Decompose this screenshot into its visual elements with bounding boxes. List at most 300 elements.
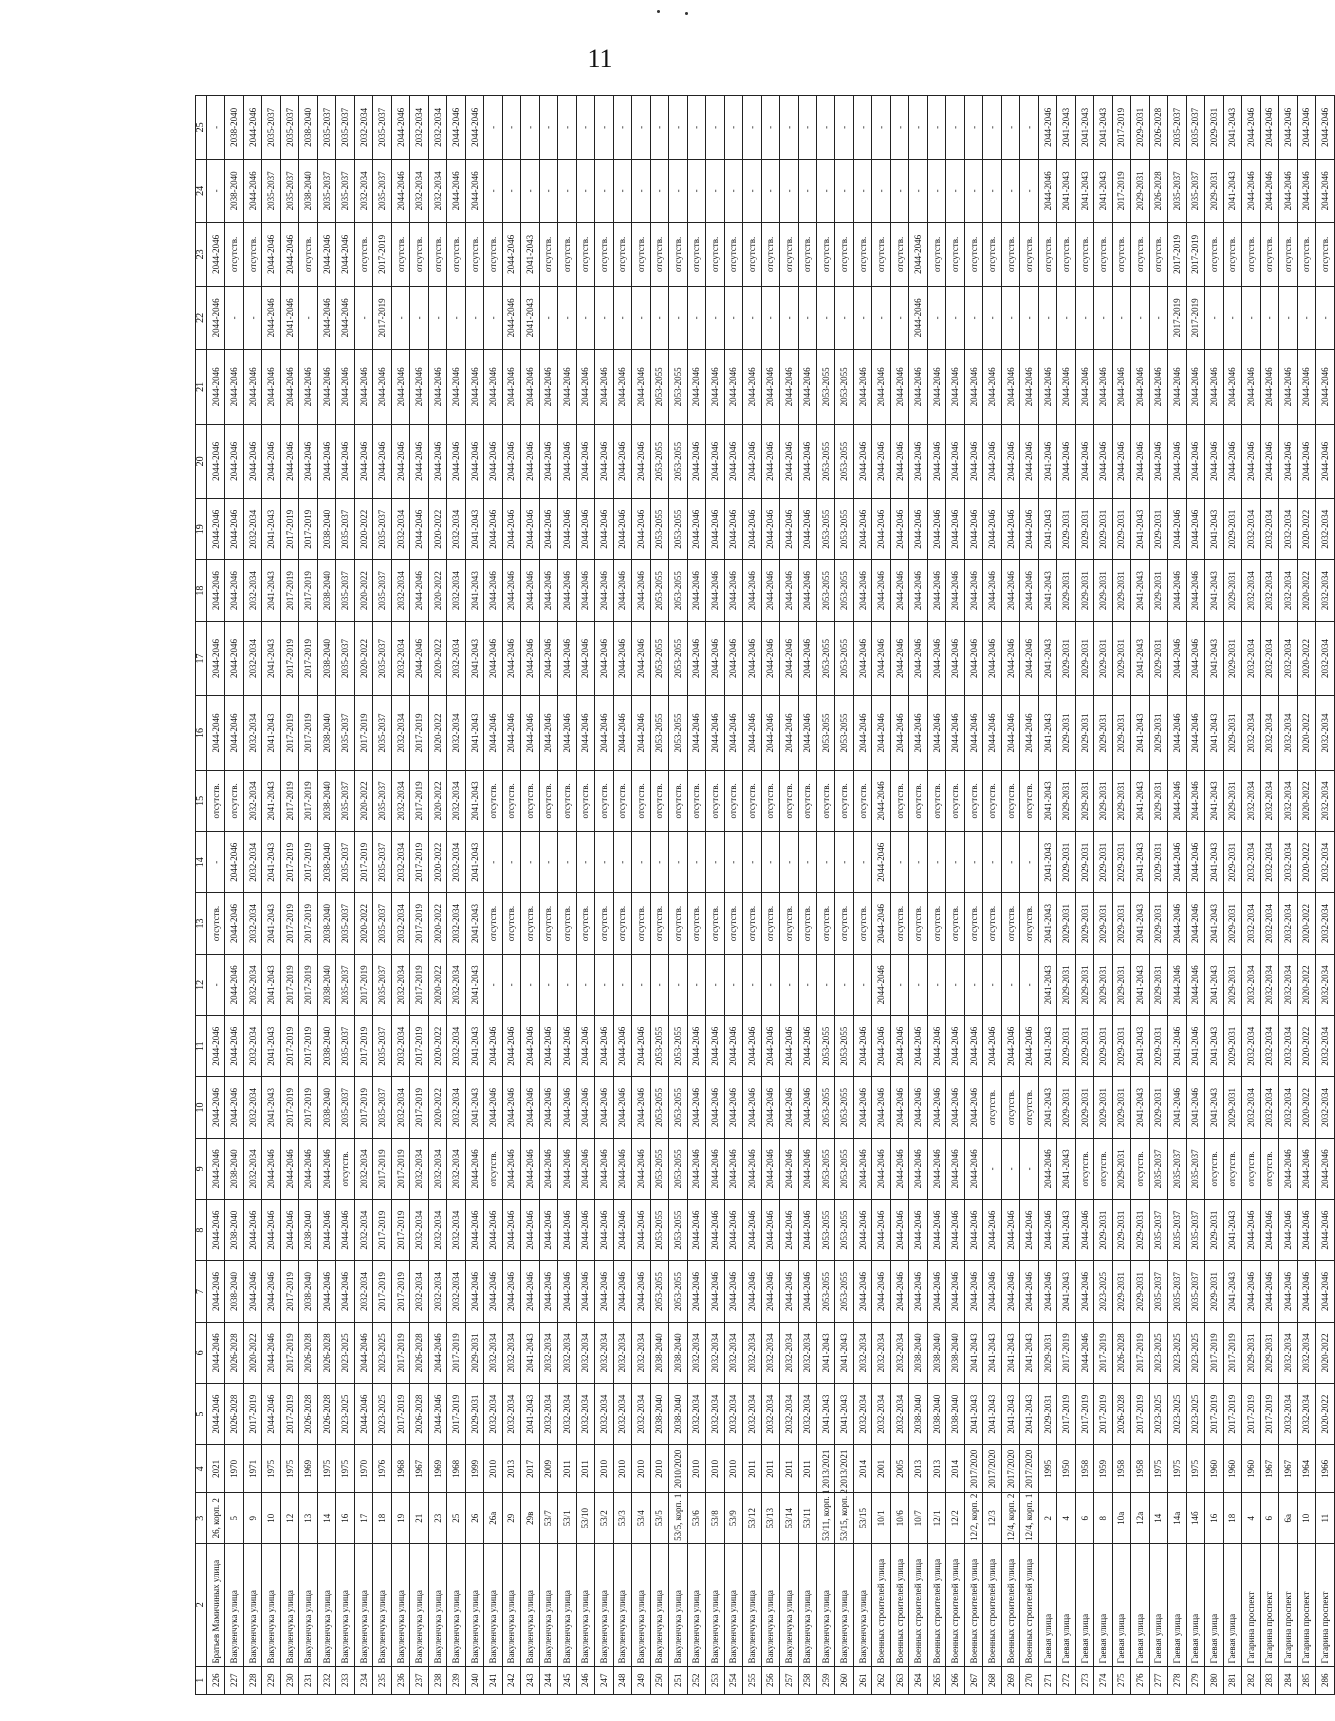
table-cell: 10/1 [872, 1493, 890, 1543]
table-cell: 2017-2019 [354, 696, 372, 770]
table-cell: 2044-2046 [1001, 621, 1019, 695]
table-cell: - [798, 832, 816, 893]
table-cell: 2044-2046 [280, 424, 298, 498]
table-cell: - [964, 286, 982, 350]
table-row [1001, 96, 1019, 1695]
table-cell: 2038-2040 [317, 1016, 335, 1077]
table-cell: 2041-2043 [1057, 1200, 1075, 1261]
table-cell: 2020-2022 [428, 621, 446, 695]
table-cell: 2032-2034 [539, 1322, 557, 1383]
table-cell: 2026-2028 [225, 1322, 243, 1383]
table-cell: 2026-2028 [1149, 96, 1167, 160]
table-cell: - [927, 159, 945, 223]
column-header: 8 [196, 1200, 207, 1261]
table-cell: 53/14 [780, 1493, 798, 1543]
table-cell: 2044-2046 [798, 560, 816, 621]
table-cell: 2032-2034 [428, 1200, 446, 1261]
table-header-row [196, 96, 207, 1695]
table-cell: 2041-2046 [1186, 1077, 1204, 1138]
table-cell: 2029-2031 [1075, 1077, 1093, 1138]
table-row [299, 96, 317, 1695]
table-cell: 2044-2046 [1279, 350, 1297, 424]
table-cell: Вакуленчука улица [502, 1543, 520, 1666]
table-cell: 2044-2046 [558, 1077, 576, 1138]
table-cell: 2017-2019 [1260, 1383, 1278, 1444]
table-cell: 2020-2022 [428, 1077, 446, 1138]
table-cell: 53/7 [539, 1493, 557, 1543]
table-cell: 2035-2037 [336, 1077, 354, 1138]
table-cell: 2044-2046 [743, 424, 761, 498]
table-cell: 2020-2022 [354, 893, 372, 954]
table-cell: 2041-2046 [1186, 1016, 1204, 1077]
table-cell: 2023-2025 [1094, 1261, 1112, 1322]
table-cell: 2044-2046 [761, 1016, 779, 1077]
table-cell: 2044-2046 [595, 1016, 613, 1077]
table-cell: 2044-2046 [1131, 350, 1149, 424]
table-cell: 17 [354, 1493, 372, 1543]
table-cell: 264 [909, 1666, 927, 1694]
table-cell: 2044-2046 [243, 350, 261, 424]
table-cell: 2044-2046 [1020, 499, 1038, 560]
table-cell: - [761, 954, 779, 1015]
table-cell: 2044-2046 [909, 286, 927, 350]
table-cell: 2032-2034 [576, 1383, 594, 1444]
table-cell: - [706, 286, 724, 350]
table-cell: 2035-2037 [317, 159, 335, 223]
table-cell: 2044-2046 [1223, 350, 1241, 424]
table-cell: 2041-2043 [1038, 832, 1056, 893]
table-cell: 1975 [1186, 1445, 1204, 1493]
table-cell: 2038-2040 [927, 1322, 945, 1383]
table-cell: Военных строителей улица [1001, 1543, 1019, 1666]
table-cell: - [706, 832, 724, 893]
table-cell: Вакуленчука улица [243, 1543, 261, 1666]
table-cell: Вакуленчука улица [558, 1543, 576, 1666]
table-cell: 2041-2043 [1038, 1016, 1056, 1077]
table-cell: 2029-2031 [1057, 621, 1075, 695]
table-cell: - [706, 96, 724, 160]
table-cell: 2032-2034 [354, 159, 372, 223]
table-cell: - [687, 286, 705, 350]
table-cell: 2044-2046 [502, 1261, 520, 1322]
table-cell: 2029-2031 [1149, 560, 1167, 621]
table-cell: 2026-2028 [299, 1383, 317, 1444]
table-cell: 2017-2019 [299, 832, 317, 893]
table-cell: 2044-2046 [983, 1016, 1001, 1077]
table-cell: 2035-2037 [373, 770, 391, 831]
table-cell: - [780, 832, 798, 893]
table-cell: 271 [1038, 1666, 1056, 1694]
table-cell: 252 [687, 1666, 705, 1694]
table-cell: - [1094, 286, 1112, 350]
table-cell: 2023-2025 [1168, 1322, 1186, 1383]
table-cell: 2041-2043 [1131, 499, 1149, 560]
table-cell: 2017/2020 [1001, 1445, 1019, 1493]
table-cell: 2035-2037 [262, 96, 280, 160]
table-cell: 2044-2046 [1001, 1261, 1019, 1322]
table-cell: 2029-2031 [1075, 832, 1093, 893]
table-cell: 2044-2046 [1168, 621, 1186, 695]
table-cell: 2044-2046 [983, 424, 1001, 498]
table-cell: 2038-2040 [669, 1322, 687, 1383]
table-cell: Гаевая улица [1149, 1543, 1167, 1666]
table-cell: 2041-2043 [1038, 499, 1056, 560]
table-cell: Братьев Мамичиных улица [207, 1543, 225, 1666]
table-cell: 2044-2046 [410, 621, 428, 695]
table-cell: 1967 [1279, 1445, 1297, 1493]
table-cell: Вакуленчука улица [280, 1543, 298, 1666]
table-cell: 2032-2034 [391, 621, 409, 695]
table-cell: 2041-2043 [835, 1383, 853, 1444]
table-cell: 2044-2046 [724, 499, 742, 560]
table-row [447, 96, 465, 1695]
table-cell: отсутств. [835, 893, 853, 954]
table-cell: 2035-2037 [373, 621, 391, 695]
table-cell: 2044-2046 [207, 223, 225, 287]
table-cell: 2032-2034 [1297, 1322, 1315, 1383]
table-cell: 2038-2040 [317, 954, 335, 1015]
table-cell: 2017-2019 [1205, 1322, 1223, 1383]
table-cell: 243 [521, 1666, 539, 1694]
table-row [1094, 96, 1112, 1695]
table-cell: 2 [1038, 1493, 1056, 1543]
table-cell: 2044-2046 [890, 560, 908, 621]
column-header: 1 [196, 1666, 207, 1694]
table-cell: Вакуленчука улица [706, 1543, 724, 1666]
table-cell: 2044-2046 [1020, 560, 1038, 621]
table-cell: отсутств. [1131, 1138, 1149, 1199]
table-cell: 2041-2043 [465, 770, 483, 831]
table-cell: 2032-2034 [632, 1322, 650, 1383]
table-cell: 266 [946, 1666, 964, 1694]
table-cell: Вакуленчука улица [650, 1543, 668, 1666]
table-cell: 2041-2043 [1205, 1016, 1223, 1077]
table-cell: 2038-2040 [299, 96, 317, 160]
table-cell: 2020-2022 [243, 1322, 261, 1383]
table-cell: 2044-2046 [1316, 1261, 1335, 1322]
table-cell: - [595, 159, 613, 223]
table-cell: Вакуленчука улица [336, 1543, 354, 1666]
table-cell: отсутств. [650, 223, 668, 287]
table-cell: 2020-2022 [354, 560, 372, 621]
table-cell: 2011 [743, 1445, 761, 1493]
table-cell: 2044-2046 [872, 832, 890, 893]
table-cell: 29 [502, 1493, 520, 1543]
table-cell: 2032-2034 [1242, 696, 1260, 770]
table-cell: 2044-2046 [743, 621, 761, 695]
column-header: 15 [196, 770, 207, 831]
table-cell: 2017-2019 [280, 1261, 298, 1322]
table-cell: 2017-2019 [1057, 1383, 1075, 1444]
table-cell: Гагарина проспект [1297, 1543, 1315, 1666]
table-row [1205, 96, 1223, 1695]
table-cell: отсутств. [816, 893, 834, 954]
table-row [706, 96, 724, 1695]
table-cell: - [946, 159, 964, 223]
table-cell: 18 [373, 1493, 391, 1543]
table-cell: 2023-2025 [1149, 1383, 1167, 1444]
table-row [724, 96, 742, 1695]
table-cell: - [484, 954, 502, 1015]
table-cell: - [724, 159, 742, 223]
table-cell: 2044-2046 [354, 1322, 372, 1383]
table-cell: отсутств. [558, 893, 576, 954]
table-cell: 2041-2043 [1205, 560, 1223, 621]
table-cell: отсутств. [1001, 893, 1019, 954]
table-row [743, 96, 761, 1695]
table-cell: 2038-2040 [946, 1383, 964, 1444]
table-cell: - [835, 832, 853, 893]
table-cell: 2053-2055 [669, 1200, 687, 1261]
table-cell: 2029-2031 [1112, 621, 1130, 695]
column-header: 10 [196, 1077, 207, 1138]
table-cell: 2044-2046 [539, 499, 557, 560]
table-cell: 2032-2034 [428, 96, 446, 160]
table-cell: 265 [927, 1666, 945, 1694]
table-cell: 2017-2019 [1075, 1383, 1093, 1444]
table-cell: 2011 [576, 1445, 594, 1493]
table-cell: - [1297, 286, 1315, 350]
table-cell: - [613, 159, 631, 223]
table-cell: 2044-2046 [872, 621, 890, 695]
table-cell: 2044-2046 [780, 1261, 798, 1322]
table-cell: 2044-2046 [558, 424, 576, 498]
table-cell: Вакуленчука улица [410, 1543, 428, 1666]
table-cell: отсутств. [927, 893, 945, 954]
table-cell: 2020-2022 [428, 893, 446, 954]
table-cell: 2044-2046 [780, 621, 798, 695]
table-cell: 2044-2046 [927, 1138, 945, 1199]
table-cell: 2044-2046 [890, 499, 908, 560]
table-row [927, 96, 945, 1695]
table-cell: 2026-2028 [410, 1383, 428, 1444]
table-row [558, 96, 576, 1695]
table-cell: 2032-2034 [1279, 1322, 1297, 1383]
table-cell: отсутств. [354, 223, 372, 287]
table-cell: 26 [465, 1493, 483, 1543]
column-header: 23 [196, 223, 207, 287]
table-cell: 2041-2043 [262, 696, 280, 770]
table-cell: 2026-2028 [1149, 159, 1167, 223]
table-cell: 2032-2034 [391, 954, 409, 1015]
table-cell: - [632, 832, 650, 893]
table-cell: отсутств. [853, 893, 871, 954]
table-cell: 2044-2046 [317, 223, 335, 287]
table-cell: 2032-2034 [1242, 832, 1260, 893]
table-cell: 2044-2046 [1168, 424, 1186, 498]
table-cell: - [410, 286, 428, 350]
table-cell: 2035-2037 [1186, 96, 1204, 160]
table-cell: 2041-2043 [835, 1322, 853, 1383]
table-cell: 2032-2034 [447, 893, 465, 954]
table-cell: 2029-2031 [465, 1322, 483, 1383]
table-cell: 2044-2046 [798, 424, 816, 498]
table-cell: 2032-2034 [595, 1322, 613, 1383]
table-cell: Военных строителей улица [946, 1543, 964, 1666]
table-cell: 2029-2031 [1094, 499, 1112, 560]
table-cell: 2044-2046 [761, 424, 779, 498]
table-cell: 2020-2022 [1297, 621, 1315, 695]
table-cell: - [1279, 286, 1297, 350]
table-cell: 228 [243, 1666, 261, 1694]
table-cell: 2017-2019 [280, 621, 298, 695]
table-cell: 2044-2046 [946, 499, 964, 560]
table-cell: 2044-2046 [743, 499, 761, 560]
column-header: 2 [196, 1543, 207, 1666]
table-cell: 2029-2031 [1094, 1200, 1112, 1261]
table-cell: 2044-2046 [1297, 424, 1315, 498]
table-cell: 2035-2037 [262, 159, 280, 223]
table-cell: 2044-2046 [632, 560, 650, 621]
table-cell: 2044-2046 [798, 696, 816, 770]
table-cell: 2053-2055 [816, 424, 834, 498]
table-cell: 2044-2046 [780, 1200, 798, 1261]
table-cell: 2038-2040 [317, 696, 335, 770]
table-cell: - [1131, 286, 1149, 350]
table-cell: 2044-2046 [761, 696, 779, 770]
table-cell: 2032-2034 [447, 1077, 465, 1138]
table-cell: 2032-2034 [872, 1322, 890, 1383]
table-cell: - [853, 286, 871, 350]
table-cell: отсутств. [1242, 223, 1260, 287]
table-cell: 2029-2031 [1094, 621, 1112, 695]
table-cell: 2044-2046 [465, 96, 483, 160]
table-cell: 2020-2022 [1297, 1077, 1315, 1138]
table-cell: - [964, 832, 982, 893]
table-cell: 53/11 [798, 1493, 816, 1543]
table-cell: 2044-2046 [798, 1138, 816, 1199]
table-cell: 2017-2019 [354, 1077, 372, 1138]
table-cell: 2029-2031 [1094, 832, 1112, 893]
table-cell: 2035-2037 [373, 696, 391, 770]
table-cell: 2029-2031 [1223, 499, 1241, 560]
table-cell: 2017/2020 [1020, 1445, 1038, 1493]
table-cell: отсутств. [225, 223, 243, 287]
table-cell: - [909, 96, 927, 160]
table-cell: 2044-2046 [207, 350, 225, 424]
table-cell: 253 [706, 1666, 724, 1694]
table-cell: 2044-2046 [780, 696, 798, 770]
table-cell: Вакуленчука улица [835, 1543, 853, 1666]
table-cell: 276 [1131, 1666, 1149, 1694]
table-cell: 2044-2046 [465, 1261, 483, 1322]
table-cell: - [853, 159, 871, 223]
table-cell: 2044-2046 [1279, 424, 1297, 498]
table-cell: отсутств. [835, 223, 853, 287]
table-cell: Вакуленчука улица [780, 1543, 798, 1666]
table-cell: 1950 [1057, 1445, 1075, 1493]
table-cell: 2044-2046 [687, 696, 705, 770]
table-cell: 2017-2019 [354, 1016, 372, 1077]
table-cell: 2044-2046 [502, 1077, 520, 1138]
table-cell: 2035-2037 [336, 499, 354, 560]
table-cell: - [724, 954, 742, 1015]
table-cell: 2041-2043 [465, 621, 483, 695]
table-cell: 2044-2046 [484, 1077, 502, 1138]
table-cell: 2017-2019 [391, 1261, 409, 1322]
table-row [484, 96, 502, 1695]
table-cell: 1960 [1223, 1445, 1241, 1493]
table-cell: 2053-2055 [650, 560, 668, 621]
table-cell: 2053-2055 [816, 696, 834, 770]
table-cell: 284 [1279, 1666, 1297, 1694]
table-cell: 2029-2031 [1131, 1200, 1149, 1261]
table-cell: 2035-2037 [373, 832, 391, 893]
table-cell: 2044-2046 [983, 621, 1001, 695]
table-cell: 2044-2046 [853, 1016, 871, 1077]
table-cell: 10 [262, 1493, 280, 1543]
table-cell: 2029-2031 [1075, 954, 1093, 1015]
table-cell: 2038-2040 [225, 159, 243, 223]
table-cell: 2044-2046 [853, 1138, 871, 1199]
table-cell: 14б [1186, 1493, 1204, 1543]
table-cell: 2035-2037 [373, 1077, 391, 1138]
table-cell: 2032-2034 [243, 1138, 261, 1199]
table-cell: 2023-2025 [1168, 1383, 1186, 1444]
table-cell: отсутств. [946, 770, 964, 831]
table-cell: - [354, 286, 372, 350]
table-cell: 2044-2046 [484, 350, 502, 424]
table-cell: 2041-2043 [1131, 832, 1149, 893]
table-cell: 2044-2046 [872, 560, 890, 621]
table-cell: 2029-2031 [1094, 770, 1112, 831]
table-cell: отсутств. [650, 893, 668, 954]
table-cell: 2044-2046 [1168, 832, 1186, 893]
table-cell: 2023-2025 [373, 1383, 391, 1444]
table-cell: 2044-2046 [946, 1261, 964, 1322]
table-cell: - [650, 286, 668, 350]
table-cell: 53/2 [595, 1493, 613, 1543]
table-cell: 2035-2037 [1168, 96, 1186, 160]
table-row [983, 96, 1001, 1695]
table-cell: 4 [1057, 1493, 1075, 1543]
table-cell: - [927, 832, 945, 893]
table-cell: 2029-2031 [1057, 696, 1075, 770]
table-cell: 2044-2046 [632, 1261, 650, 1322]
table-cell: 2044-2046 [909, 1261, 927, 1322]
table-cell: отсутств. [539, 893, 557, 954]
table-cell: 2041-2043 [1038, 560, 1056, 621]
table-cell: 26, корп. 2 [207, 1493, 225, 1543]
table-cell: 2044-2046 [724, 621, 742, 695]
table-cell: 2017/2020 [983, 1445, 1001, 1493]
table-cell: 1958 [1112, 1445, 1130, 1493]
table-cell: отсутств. [484, 770, 502, 831]
table-cell: отсутств. [447, 223, 465, 287]
table-cell: 227 [225, 1666, 243, 1694]
table-cell: отсутств. [1223, 223, 1241, 287]
table-cell: 2020-2022 [428, 560, 446, 621]
table-cell: 2041-2043 [1205, 696, 1223, 770]
table-cell: 2041-2043 [1057, 96, 1075, 160]
table-cell: отсутств. [539, 223, 557, 287]
table-cell: отсутств. [595, 893, 613, 954]
table-cell: 2044-2046 [613, 424, 631, 498]
table-cell: 2044-2046 [706, 621, 724, 695]
table-row [595, 96, 613, 1695]
table-cell: отсутств. [780, 770, 798, 831]
table-cell: 2044-2046 [1112, 350, 1130, 424]
column-header: 19 [196, 499, 207, 560]
table-cell: - [687, 159, 705, 223]
table-cell: 2032-2034 [1260, 893, 1278, 954]
table-cell: 2032-2034 [780, 1322, 798, 1383]
table-cell: - [428, 286, 446, 350]
table-cell: 2044-2046 [243, 96, 261, 160]
table-cell: - [539, 954, 557, 1015]
table-cell: Вакуленчука улица [761, 1543, 779, 1666]
table-cell: 19 [391, 1493, 409, 1543]
